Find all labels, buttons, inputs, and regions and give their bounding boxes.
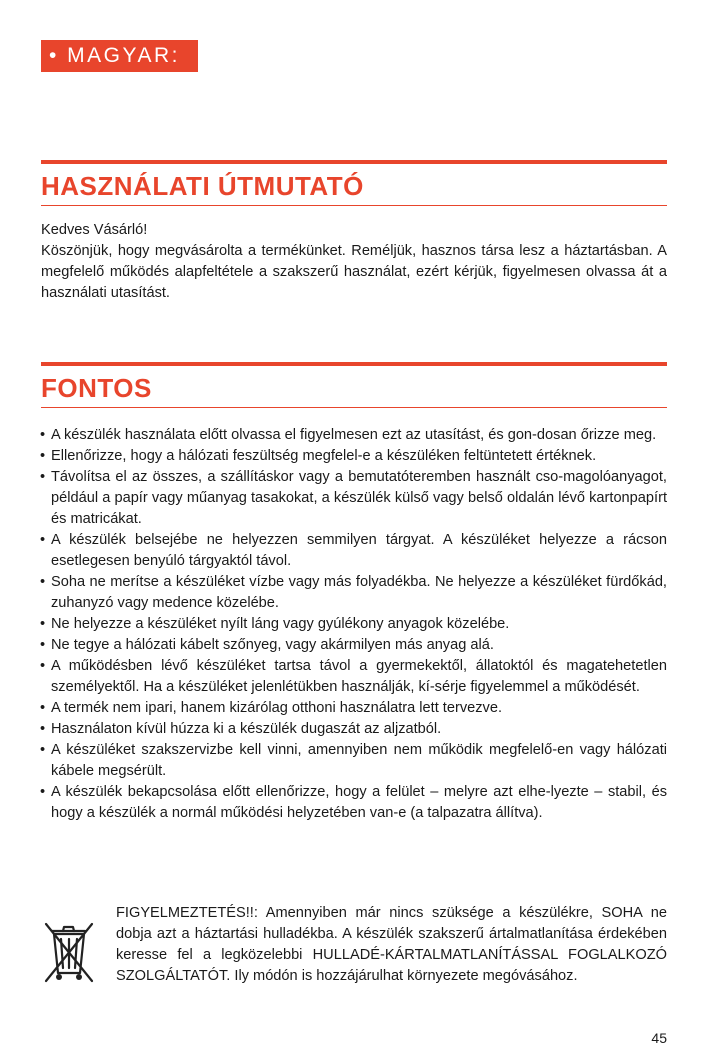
safety-list — [41, 425, 667, 824]
page-number: 45 — [651, 1030, 667, 1046]
language-badge: • MAGYAR: — [41, 40, 198, 72]
heading-underline — [41, 205, 667, 206]
intro-body: Köszönjük, hogy megvásárolta a termékünket. Reméljük, hasznos társa lesz a háztartásban. A megfelelő működés alapfeltétele a szakszerű használat, ezért kérjük, figyelmesen olvassa át a használati utasítást. — [41, 243, 667, 301]
list-item: • A készülék belsejébe ne helyezzen semmilyen tárgyat. A készüléket helyezze a rácson esetlegesen benyúló tárgyaktól távol. — [41, 530, 667, 572]
list-item: • A működésben lévő készüléket tartsa távol a gyermekektől, állatoktól és magatehetetlen személyektől. Ha a készüléket jelenlétükben használják, kí-sérje figyelemmel a működését. — [41, 656, 667, 698]
greeting: Kedves Vásárló! — [41, 222, 148, 238]
section-title: FONTOS — [41, 373, 152, 403]
disposal-warning — [41, 903, 667, 1008]
heading-bar — [41, 160, 667, 164]
heading-underline — [41, 407, 667, 408]
section-heading-important — [41, 362, 667, 408]
list-item: • A termék nem ipari, hanem kizárólag otthoni használatra lett tervezve. — [41, 698, 667, 719]
list-item: • Ne tegye a hálózati kábelt szőnyeg, vagy akármilyen más anyag alá. — [41, 635, 667, 656]
list-item: • Soha ne merítse a készüléket vízbe vagy más folyadékba. Ne helyezze a készüléket fürdőkád, zuhanyzó vagy medence közelébe. — [41, 572, 667, 614]
section-heading-manual — [41, 160, 667, 206]
warning-text: FIGYELMEZTETÉS!!: Amennyiben már nincs szüksége a készülékre, SOHA ne dobja azt a háztartási hulladékba. A készülék szakszerű ártalmatlanítása érdekében keresse fel a legközelebbi HULLADÉ-KÁRTALMATLANÍTÁSSAL FOGLALKOZÓ SZOLGÁLTATÓT. Ily módón is hozzájárulhat környezete megóvásához. — [116, 905, 667, 984]
heading-bar — [41, 362, 667, 366]
section-title: HASZNÁLATI ÚTMUTATÓ — [41, 171, 364, 201]
list-item: • Ne helyezze a készüléket nyílt láng vagy gyúlékony anyagok közelébe. — [41, 614, 667, 635]
crossed-out-bin-icon — [43, 917, 95, 987]
list-item: • A készülék használata előtt olvassa el figyelmesen ezt az utasítást, és gon-dosan őrizze meg. — [41, 425, 667, 446]
list-item: • Használaton kívül húzza ki a készülék dugaszát az aljzatból. — [41, 719, 667, 740]
intro-text — [41, 220, 667, 304]
list-item: • Ellenőrizze, hogy a hálózati feszültség megfelel-e a készüléken feltüntetett értéknek. — [41, 446, 667, 467]
list-item: • A készülék bekapcsolása előtt ellenőrizze, hogy a felület – melyre azt elhe-lyezte – stabil, és hogy a készülék a normál működési helyzetében van-e (a talpazatra állítva). — [41, 782, 667, 824]
list-item: • A készüléket szakszervizbe kell vinni, amennyiben nem működik megfelelő-en vagy hálózati kábele megsérült. — [41, 740, 667, 782]
list-item: • Távolítsa el az összes, a szállításkor vagy a bemutatóteremben használt cso-magolóanyagot, például a papír vagy műanyag tasakokat, a készülék külső vagy belső oldalán lévő kartonpapírt és matricákat. — [41, 467, 667, 530]
